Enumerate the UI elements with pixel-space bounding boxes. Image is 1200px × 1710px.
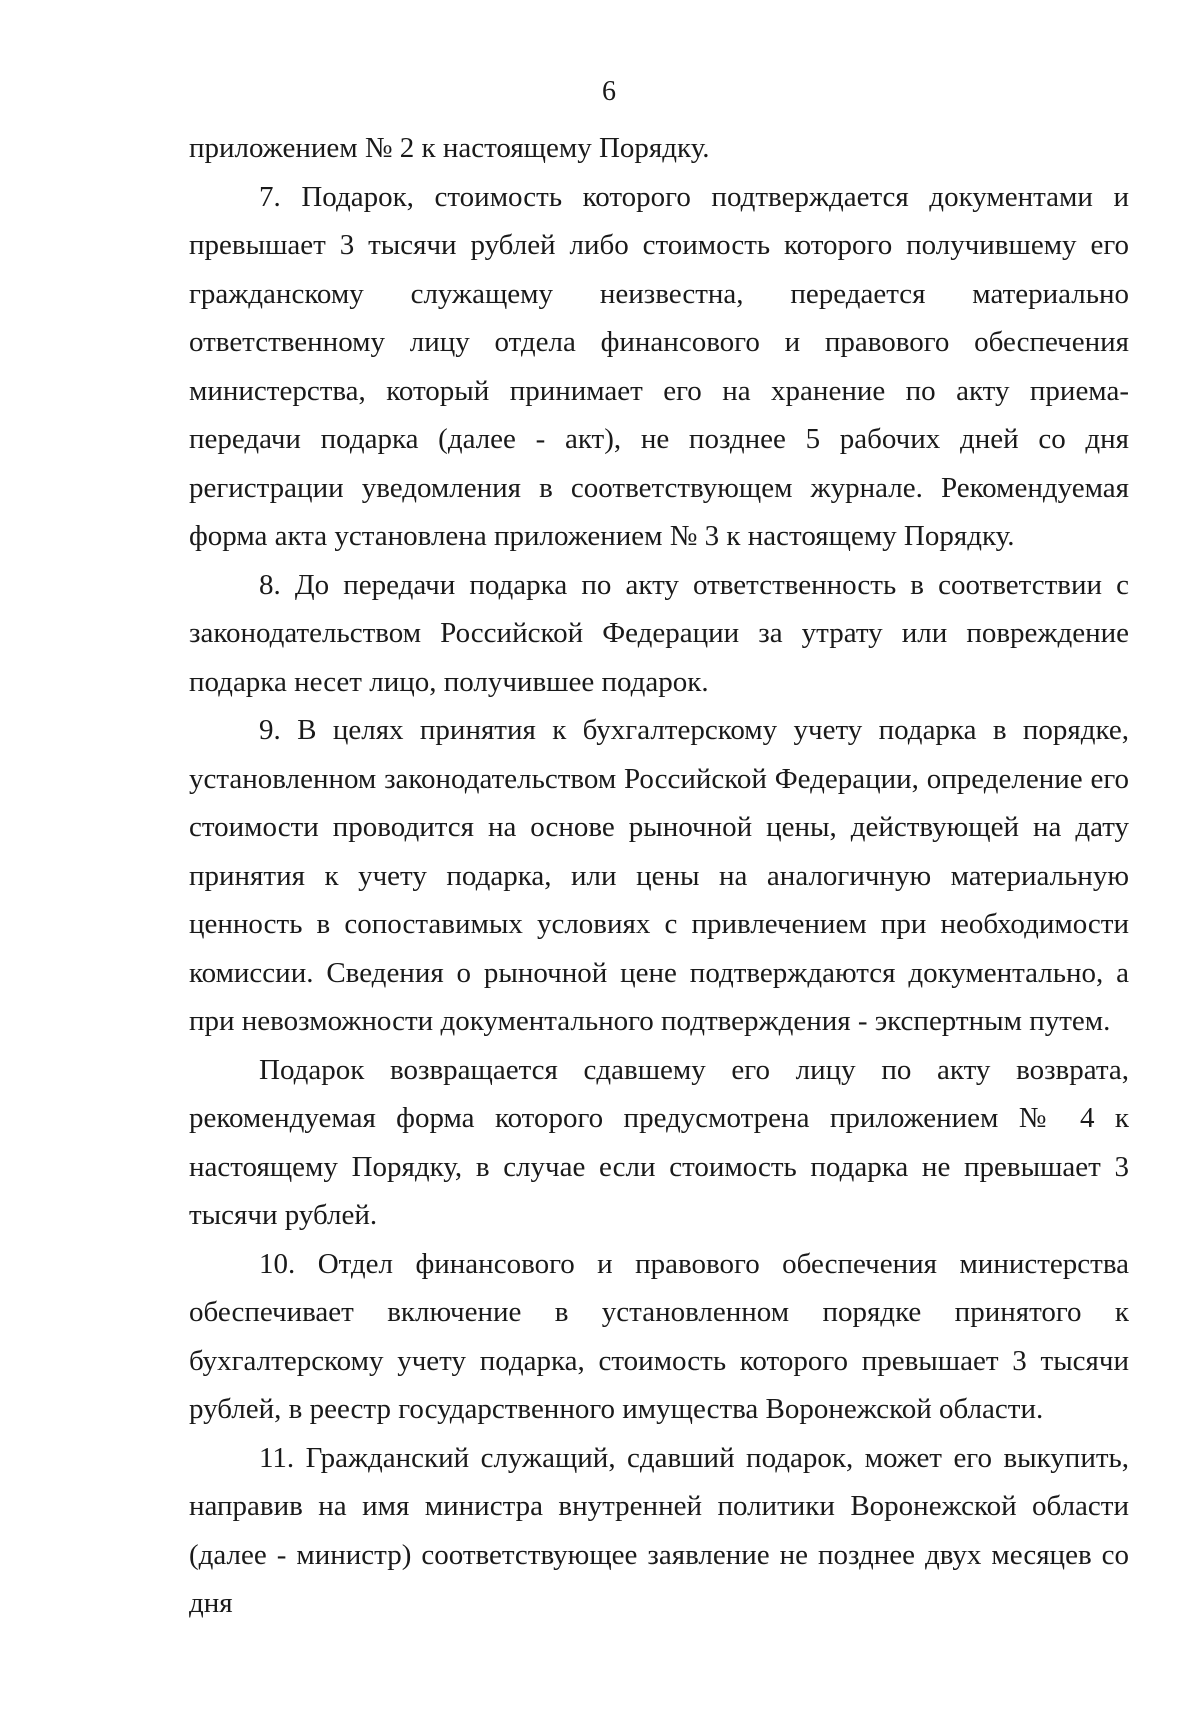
paragraph-item-9: 9. В целях принятия к бухгалтерскому учету подарка в порядке, установленном законодательством Российской Федерации, определение его стоимости проводится на основе рыночной цены, действующей на дату принятия к учету подарка, или цены на аналогичную материальную ценность в сопоставимых условиях с привлечением при необходимости комиссии. Сведения о рыночной цене подтверждаются документально, а при невозможности документального подтверждения - экспертным путем.: [189, 714, 1129, 1037]
document-body: [189, 124, 1129, 1628]
paragraph-item-11: 11. Гражданский служащий, сдавший подарок, может его выкупить, направив на имя министра внутренней политики Воронежской области (далее - министр) соответствующее заявление не позднее двух месяцев со дня: [189, 1441, 1129, 1619]
paragraph-item-8: 8. До передачи подарка по акту ответственность в соответствии с законодательством Российской Федерации за утрату или повреждение подарка несет лицо, получившее подарок.: [189, 568, 1129, 698]
paragraph-item-10: 10. Отдел финансового и правового обеспечения министерства обеспечивает включение в установленном порядке принятого к бухгалтерскому учету подарка, стоимость которого превышает 3 тысячи рублей, в реестр государственного имущества Воронежской области.: [189, 1247, 1129, 1425]
paragraph-gift-return: Подарок возвращается сдавшему его лицу по акту возврата, рекомендуемая форма которого предусмотрена приложением № 4 к настоящему Порядку, в случае если стоимость подарка не превышает 3 тысячи рублей.: [189, 1053, 1129, 1231]
page-number: 6: [602, 76, 616, 107]
paragraph-continuation: приложением № 2 к настоящему Порядку.: [189, 132, 710, 164]
paragraph-item-7: 7. Подарок, стоимость которого подтверждается документами и превышает 3 тысячи рублей либо стоимость которого получившему его гражданскому служащему неизвестна, передается материально ответственному лицу отдела финансового и правового обеспечения министерства, который принимает его на хранение по акту приема-передачи подарка (далее - акт), не позднее 5 рабочих дней со дня регистрации уведомления в соответствующем журнале. Рекомендуемая форма акта установлена приложением № 3 к настоящему Порядку.: [189, 180, 1129, 552]
